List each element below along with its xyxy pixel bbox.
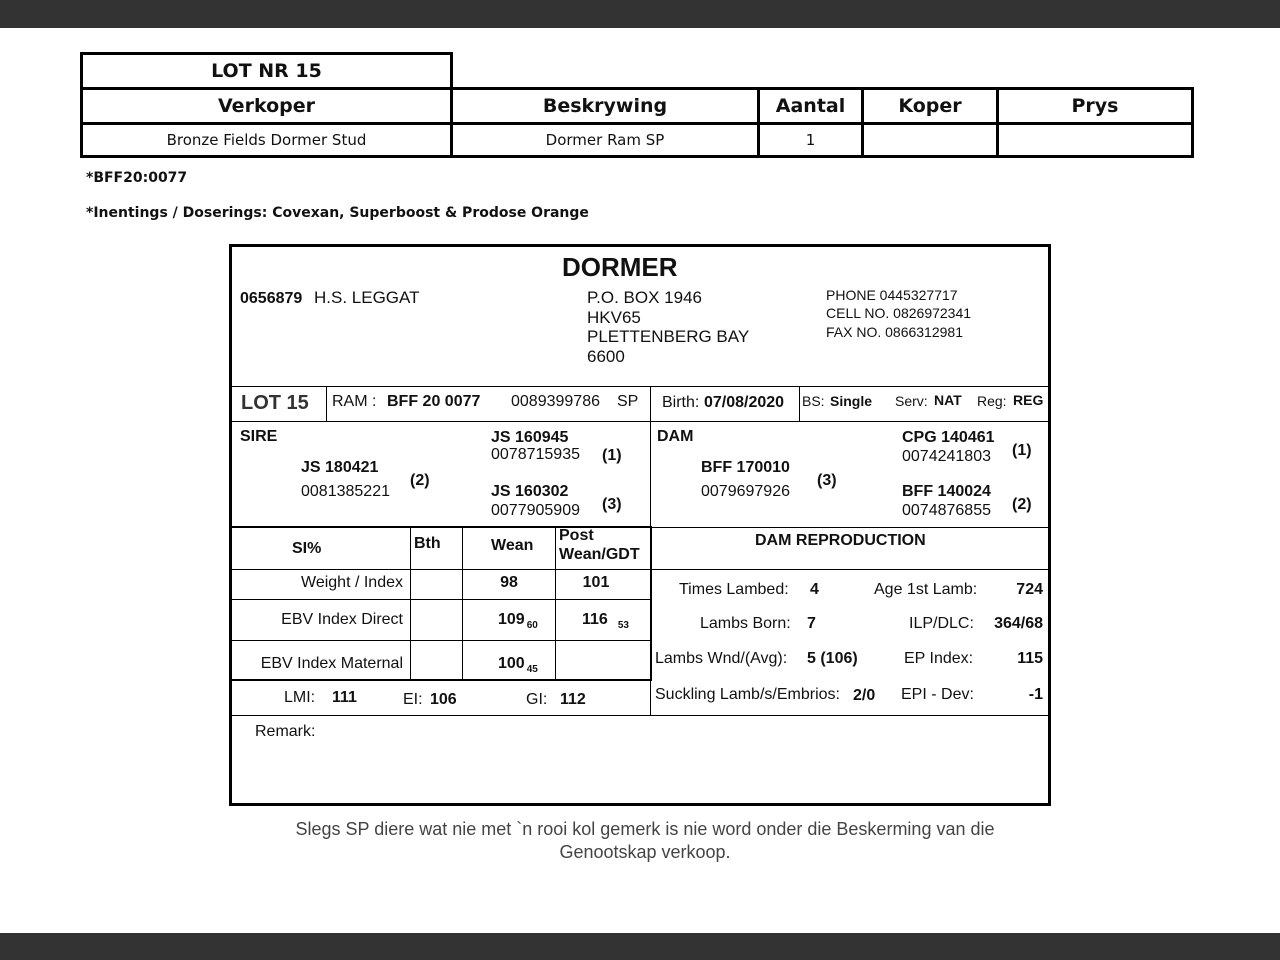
sire-sire-grade: (1) xyxy=(602,447,622,464)
si-column-header: SI% xyxy=(292,540,322,557)
lot-table xyxy=(80,52,1194,158)
epi-dev-label: EPI - Dev: xyxy=(901,686,974,703)
suckling-value: 2/0 xyxy=(853,687,876,704)
reg-status: REG xyxy=(1013,392,1044,408)
dam-sire-number: 0074241803 xyxy=(902,448,991,465)
footer-line-2: Genootskap verkoop. xyxy=(559,842,731,862)
suckling-label: Suckling Lamb/s/Embrios: xyxy=(655,686,840,703)
reg-label: Reg: xyxy=(977,393,1007,409)
sire-dam-id: JS 160302 xyxy=(491,483,569,500)
ebv-direct-wean-accuracy: 60 xyxy=(526,620,538,631)
birth-date: 07/08/2020 xyxy=(704,394,785,411)
bs-label: BS: xyxy=(802,393,825,409)
weight-post: 101 xyxy=(582,574,610,591)
phone-number: PHONE 0445327717 xyxy=(826,287,958,303)
dam-dam-id: BFF 140024 xyxy=(902,483,991,500)
gi-label: GI: xyxy=(526,691,548,708)
dam-label: DAM xyxy=(657,428,694,445)
age-first-lamb-label: Age 1st Lamb: xyxy=(874,581,978,598)
cell-aantal: 1 xyxy=(757,122,864,158)
ram-id: BFF 20 0077 xyxy=(387,393,481,410)
dam-dam-grade: (2) xyxy=(1012,496,1032,513)
dam-id: BFF 170010 xyxy=(701,459,790,476)
ep-index-label: EP Index: xyxy=(904,650,974,667)
birth-status: Single xyxy=(830,393,873,409)
dam-sire-id: CPG 140461 xyxy=(902,429,995,446)
ei-value: 106 xyxy=(430,691,457,708)
breed-title: DORMER xyxy=(562,252,678,282)
dam-reproduction-title: DAM REPRODUCTION xyxy=(755,532,926,549)
sire-sire-number: 0078715935 xyxy=(491,446,580,463)
sire-grade: (2) xyxy=(410,472,430,489)
registration-card xyxy=(229,244,1051,806)
times-lambed-label: Times Lambed: xyxy=(679,581,789,598)
animal-id-note: *BFF20:0077 xyxy=(86,170,188,186)
owner-code: 0656879 xyxy=(240,290,303,307)
service-type: NAT xyxy=(934,392,962,408)
ebv-maternal-wean-accuracy: 45 xyxy=(526,664,538,675)
address-line-4: 6600 xyxy=(587,347,625,366)
post-wean-column-header: Wean/GDT xyxy=(559,546,640,563)
fax-number: FAX NO. 0866312981 xyxy=(826,324,963,340)
times-lambed-value: 4 xyxy=(810,581,819,598)
dam-sire-grade: (1) xyxy=(1012,442,1032,459)
weight-wean: 98 xyxy=(500,574,518,591)
lmi-value: 111 xyxy=(332,689,357,706)
ebv-maternal-label: EBV Index Maternal xyxy=(260,655,403,672)
address-line-1: P.O. BOX 1946 xyxy=(587,288,702,307)
lambs-weaned-value: 5 (106) xyxy=(807,650,858,667)
dam-dam-number: 0074876855 xyxy=(902,502,991,519)
ebv-maternal-wean: 100 $_{45}$ xyxy=(498,655,538,675)
epi-dev-value: -1 xyxy=(1028,686,1043,703)
ilp-dlc-value: 364/68 xyxy=(994,615,1043,632)
header-beskrywing: Beskrywing xyxy=(450,87,760,125)
post-column-header: Post xyxy=(559,527,594,544)
ram-label: RAM : xyxy=(332,393,377,410)
remark-label: Remark: xyxy=(255,723,316,740)
dam-grade: (3) xyxy=(817,472,837,489)
cell-verkoper: Bronze Fields Dormer Stud xyxy=(80,122,453,158)
ei-label: EI: xyxy=(403,691,423,708)
cell-number: CELL NO. 0826972341 xyxy=(826,305,972,321)
footer-line-1: Slegs SP diere wat nie met `n rooi kol gemerk is nie word onder die Beskerming van die xyxy=(295,819,995,839)
lambs-born-label: Lambs Born: xyxy=(700,615,791,632)
lot-number-cell: LOT NR 15 xyxy=(80,52,453,90)
gi-value: 112 xyxy=(560,691,586,708)
ebv-direct-wean: 109 $_{60}$ xyxy=(498,611,538,631)
cell-beskrywing: Dormer Ram SP xyxy=(450,122,760,158)
sire-number: 0081385221 xyxy=(301,483,390,500)
ram-class: SP xyxy=(617,393,639,410)
wean-column-header: Wean xyxy=(491,537,534,554)
dam-number: 0079697926 xyxy=(701,483,790,500)
cell-koper xyxy=(861,122,999,158)
sire-dam-number: 0077905909 xyxy=(491,502,580,519)
birth-label: Birth: xyxy=(662,394,700,411)
weight-index-label: Weight / Index xyxy=(301,574,403,591)
lambs-weaned-label: Lambs Wnd/(Avg): xyxy=(655,650,788,667)
bth-column-header: Bth xyxy=(414,535,441,552)
address-line-3: PLETTENBERG BAY xyxy=(587,327,750,346)
lambs-born-value: 7 xyxy=(807,615,816,632)
sire-dam-grade: (3) xyxy=(602,496,622,513)
header-aantal: Aantal xyxy=(757,87,864,125)
serv-label: Serv: xyxy=(895,393,928,409)
sire-label: SIRE xyxy=(240,428,278,445)
lmi-label: LMI: xyxy=(284,689,316,706)
ebv-direct-label: EBV Index Direct xyxy=(281,611,403,628)
sire-id: JS 180421 xyxy=(301,459,379,476)
ep-index-value: 115 xyxy=(1017,650,1043,667)
top-bar xyxy=(0,0,1280,28)
cell-prys xyxy=(996,122,1194,158)
ram-reg-number: 0089399786 xyxy=(511,393,600,410)
header-koper: Koper xyxy=(861,87,999,125)
lot-number: LOT 15 xyxy=(241,392,309,414)
header-verkoper: Verkoper xyxy=(80,87,453,125)
treatments-note: *Inentings / Doserings: Covexan, Superboost & Prodose Orange xyxy=(86,205,589,221)
sire-sire-id: JS 160945 xyxy=(491,429,569,446)
ebv-direct-post-accuracy: 53 xyxy=(617,620,629,631)
address-line-2: HKV65 xyxy=(587,308,641,327)
owner-name: H.S. LEGGAT xyxy=(314,288,420,307)
ebv-direct-post: 116 $_{53}$ xyxy=(582,611,629,631)
header-prys: Prys xyxy=(996,87,1194,125)
ilp-dlc-label: ILP/DLC: xyxy=(909,615,974,632)
bottom-bar xyxy=(0,933,1280,960)
age-first-lamb-value: 724 xyxy=(1016,581,1043,598)
